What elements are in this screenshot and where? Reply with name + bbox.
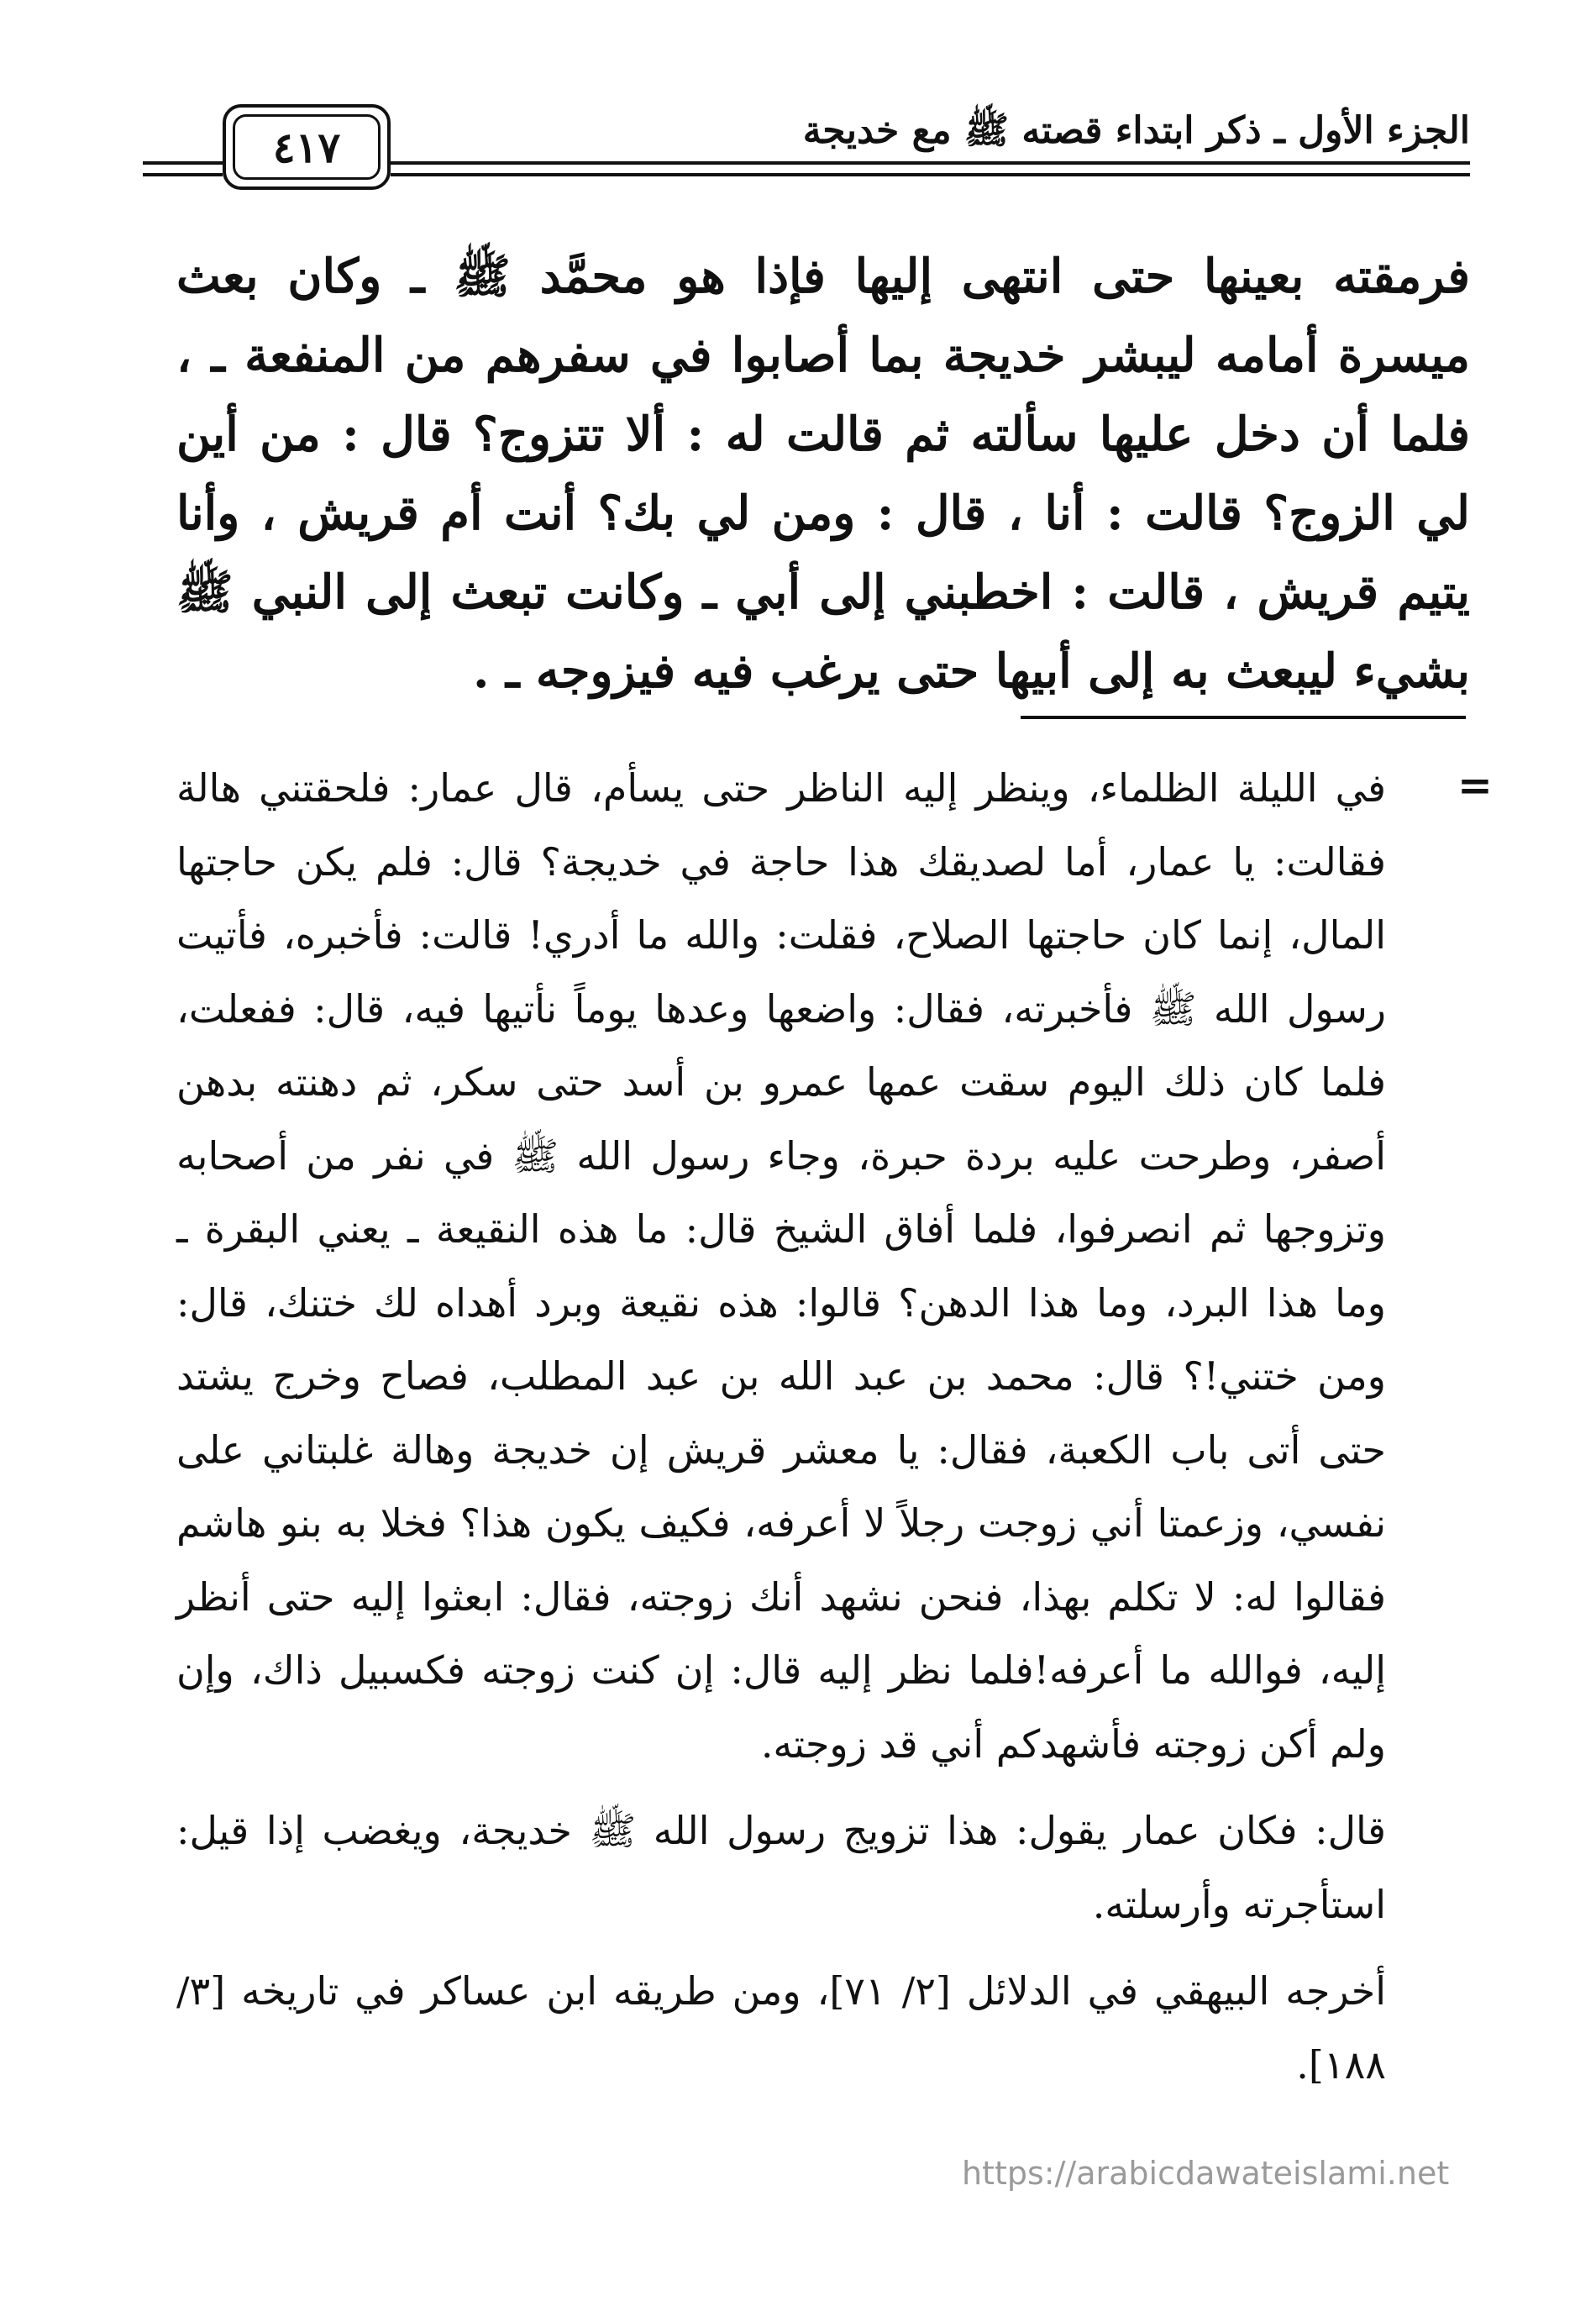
- footnote-paragraph: قال: فكان عمار يقول: هذا تزويج رسول الله ﷺ خديجة، ويغضب إذا قيل: استأجرته وأرسلته.: [176, 1808, 1386, 1927]
- main-text: فرمقته بعينها حتى انتهى إليها فإذا هو محمَّد ﷺ ـ وكان بعث ميسرة أمامه ليبشر خديجة بما أصابوا في سفرهم من المنفعة ـ ، فلما أن دخل عليها سألته ثم قالت له : ألا تتزوج؟ قال : من أين لي الزوج؟ قالت : أنا ، قال : ومن لي بك؟ أنت أم قريش ، وأنا يتيم قريش ، قالت : اخطبني إلى أبي ـ وكانت تبعث إلى النبي ﷺ بشيء ليبعث به إلى أبيها حتى يرغب فيه فيزوجه ـ .: [176, 249, 1470, 699]
- footnote-continuation-mark: =: [1457, 760, 1493, 810]
- page-number: ٤١٧: [233, 114, 381, 180]
- footnotes: [176, 752, 1386, 2102]
- footnote-paragraph: أخرجه البيهقي في الدلائل [٢/ ٧١]، ومن طريقه ابن عساكر في تاريخه [٣/ ١٨٨].: [176, 1968, 1386, 2088]
- page-header: [143, 92, 1470, 202]
- page-number-frame: [223, 104, 391, 190]
- header-rule-left-bottom: [143, 173, 223, 176]
- header-rule-right-top: [391, 161, 1470, 165]
- footnote-divider: [1021, 716, 1466, 719]
- header-rule-left-top: [143, 161, 223, 165]
- header-rule-right-bottom: [391, 173, 1470, 176]
- watermark-url: https://arabicdawateislami.net: [962, 2155, 1450, 2192]
- running-title: الجزء الأول ـ ذكر ابتداء قصته ﷺ مع خديجة: [802, 109, 1470, 152]
- footnote-paragraph: في الليلة الظلماء، وينظر إليه الناظر حتى يسأم، قال عمار: فلحقتني هالة فقالت: يا عمار، أما لصديقك هذا حاجة في خديجة؟ قال: فلم يكن حاجتها المال، إنما كان حاجتها الصلاح، فقلت: والله ما أدري! قالت: فأخبره، فأتيت رسول الله ﷺ فأخبرته، فقال: واضعها وعدها يوماً نأتيها فيه، قال: ففعلت، فلما كان ذلك اليوم سقت عمها عمرو بن أسد حتى سكر، ثم دهنته بدهن أصفر، وطرحت عليه بردة حبرة، وجاء رسول الله ﷺ في نفر من أصحابه وتزوجها ثم انصرفوا، فلما أفاق الشيخ قال: ما هذه النقيعة ـ يعني البقرة ـ وما هذا البرد، وما هذا الدهن؟ قالوا: هذه نقيعة وبرد أهداه لك ختنك، قال: ومن ختني!؟ قال: محمد بن عبد الله بن عبد المطلب، فصاح وخرج يشتد حتى أتى باب الكعبة، فقال: يا معشر قريش إن خديجة وهالة غلبتاني على نفسي، وزعمتا أني زوجت رجلاً لا أعرفه، فكيف يكون هذا؟ فخلا به بنو هاشم فقالوا له: لا تكلم بهذا، فنحن نشهد أنك زوجته، فقال: ابعثوا إليه حتى أنظر إليه، فوالله ما أعرفه!فلما نظر إليه قال: إن كنت زوجته فكسبيل ذاك، وإن ولم أكن زوجته فأشهدكم أني قد زوجته.: [176, 765, 1386, 1767]
